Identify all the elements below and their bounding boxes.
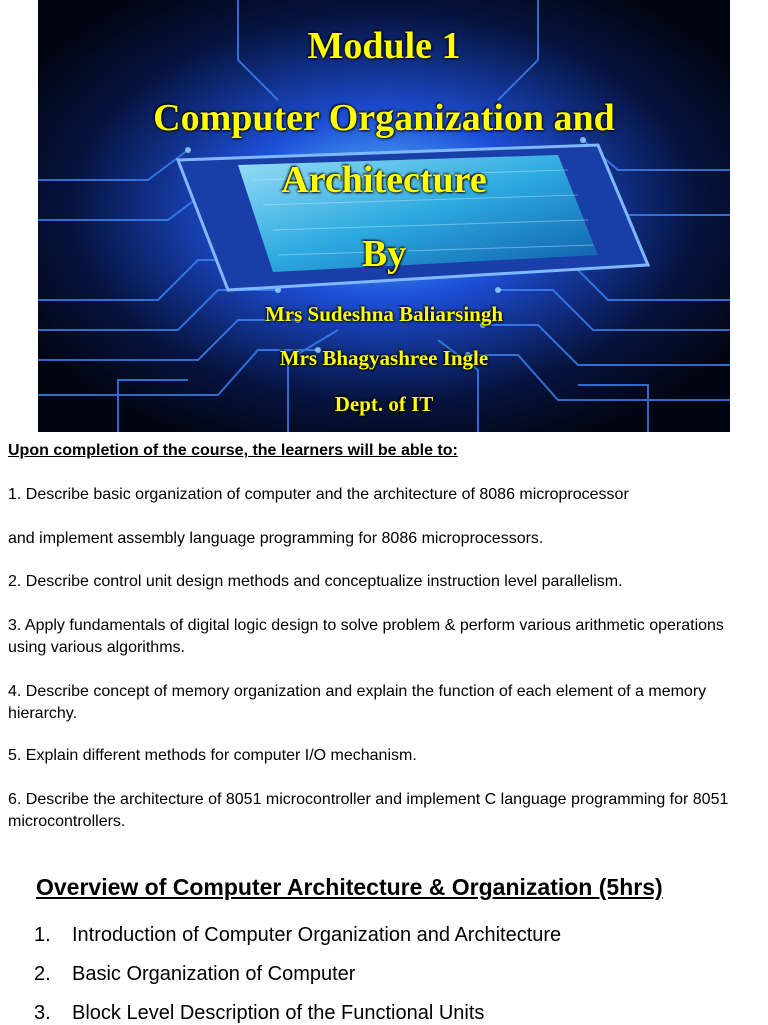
topic-list-item <box>34 963 355 986</box>
module-banner-image <box>38 0 730 432</box>
outcome-item: 4. Describe concept of memory organization and explain the function of each element of a memory hierarchy. <box>8 683 707 722</box>
overview-section-title: Overview of Computer Architecture & Organization (5hrs) <box>36 874 663 900</box>
topic-text: Basic Organization of Computer <box>72 963 356 985</box>
topic-text: Block Level Description of the Functional Units <box>72 1002 485 1024</box>
topic-list-item <box>34 1002 484 1025</box>
outcome-item: 3. Apply fundamentals of digital logic design to solve problem & perform various arithmetic operations using various algorithms. <box>8 617 724 656</box>
outcome-item: 5. Explain different methods for computer I/O mechanism. <box>8 747 417 764</box>
outcome-item: and implement assembly language programming for 8086 microprocessors. <box>8 530 544 547</box>
topic-number: 1. <box>34 924 51 946</box>
banner-title-block <box>38 0 730 432</box>
module-label: Module 1 <box>307 25 461 67</box>
by-label: By <box>361 233 407 275</box>
outcome-item: 1. Describe basic organization of computer and the architecture of 8086 microprocessor <box>8 486 629 503</box>
outcome-item: 6. Describe the architecture of 8051 microcontroller and implement C language programming for 8051 microcontrollers. <box>8 791 729 830</box>
topic-number: 2. <box>34 963 51 985</box>
topic-list-item <box>34 924 561 947</box>
author-name-2: Mrs Bhagyashree Ingle <box>279 346 489 370</box>
author-name-1: Mrs Sudeshna Baliarsingh <box>264 302 504 326</box>
outcome-item: 2. Describe control unit design methods and conceptualize instruction level parallelism. <box>8 573 623 590</box>
topic-number: 3. <box>34 1002 51 1024</box>
outcomes-heading: Upon completion of the course, the learners will be able to: <box>8 442 458 459</box>
department-label: Dept. of IT <box>334 392 434 416</box>
topic-text: Introduction of Computer Organization and Architecture <box>72 924 562 946</box>
course-title-line-2: Architecture <box>281 159 487 201</box>
course-title-line-1: Computer Organization and <box>153 97 615 139</box>
